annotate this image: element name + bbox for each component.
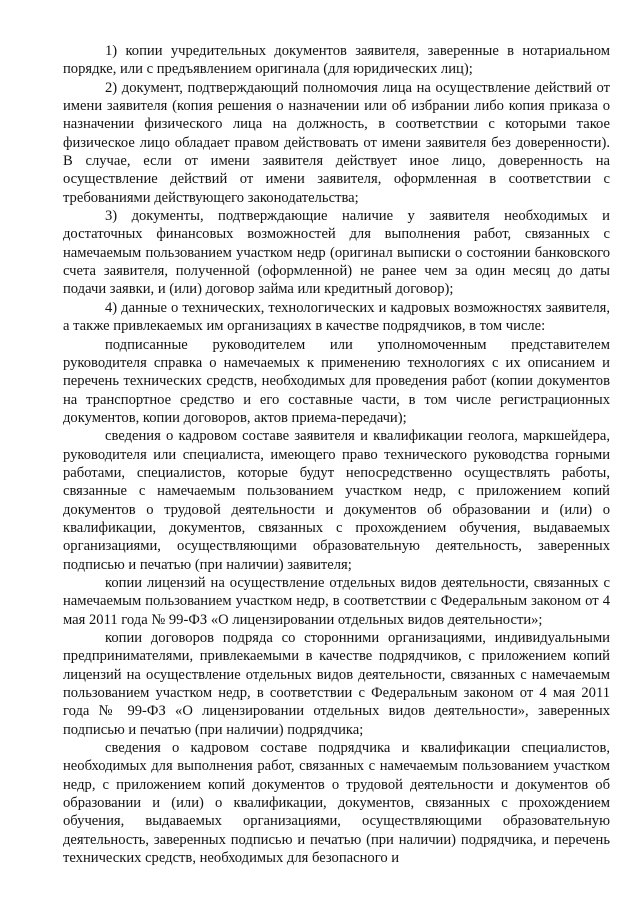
paragraph-subitem-contracts: копии договоров подряда со сторонними организациями, индивидуальными предпринимателями, привлекаемыми в качестве подрядчиков, с приложением копий лицензий на осуществление отдельных видов деятельности, связанных с намечаемым пользованием участком недр, в соответствии с Федеральным законом от 4 мая 2011 года № 99-ФЗ «О лицензировании отдельных видов деятельности», заверенных подписью и печатью (при наличии) подрядчика; [63,630,610,738]
paragraph-subitem-staff-contractor: сведения о кадровом составе подрядчика и квалификации специалистов, необходимых для выполнения работ, связанных с намечаемым пользованием участком недр, с приложением копий документов о трудовой деятельности и документов об образовании и (или) о квалификации, документов, связанных с прохождением обучения, выдаваемых организациями, осуществляющими образовательную деятельность, заверенных подписью и печатью (при наличии) подрядчика, и перечень технических средств, необходимых для безопасного и [63,740,610,867]
document-body [63,42,610,867]
paragraph-subitem-licenses: копии лицензий на осуществление отдельных видов деятельности, связанных с намечаемым пользованием участком недр, в соответствии с Федеральным законом от 4 мая 2011 года № 99-ФЗ «О лицензировании отдельных видов деятельности»; [63,574,610,628]
paragraph-item-1: 1) копии учредительных документов заявителя, заверенные в нотариальном порядке, или с предъявлением оригинала (для юридических лиц); [63,43,610,78]
paragraph-item-2: 2) документ, подтверждающий полномочия лица на осуществление действий от имени заявителя (копия решения о назначении или об избрании либо копия приказа о назначении физического лица на должность, в соответствии с которыми такое физическое лицо обладает правом действовать от имени заявителя без доверенности). В случае, если от имени заявителя действует иное лицо, доверенность на осуществление действий от имени заявителя, оформленная в соответствии с требованиями действующего законодательства; [63,79,610,206]
paragraph-subitem-tech-means: подписанные руководителем или уполномоченным представителем руководителя справка о намечаемых к применению технологиях с их описанием и перечень технических средств, необходимых для проведения работ (копии документов на транспортное средство и его составные части, в том числе регистрационных документов, копии договоров, актов приема-передачи); [63,336,610,426]
paragraph-item-3: 3) документы, подтверждающие наличие у заявителя необходимых и достаточных финансовых возможностей для выполнения работ, связанных с намечаемым пользованием участком недр (оригинал выписки о состоянии банковского счета заявителя, полученной (оформленной) не ранее чем за один месяц до даты подачи заявки, и (или) договор займа или кредитный договор); [63,208,610,298]
paragraph-subitem-staff-applicant: сведения о кадровом составе заявителя и квалификации геолога, маркшейдера, руководителя или специалиста, имеющего право технического руководства горными работами, специалистов, которые будут непосредственно осуществлять работы, связанные с намечаемым пользованием участком недр, с приложением копий документов о трудовой деятельности и документов об образовании и (или) о квалификации, документов, связанных с прохождением обучения, выдаваемых организациями, осуществляющими образовательную деятельность, заверенных подписью и печатью (при наличии) заявителя; [63,428,610,573]
paragraph-item-4: 4) данные о технических, технологических и кадровых возможностях заявителя, а также привлекаемых им организациях в качестве подрядчиков, в том числе: [63,299,610,335]
